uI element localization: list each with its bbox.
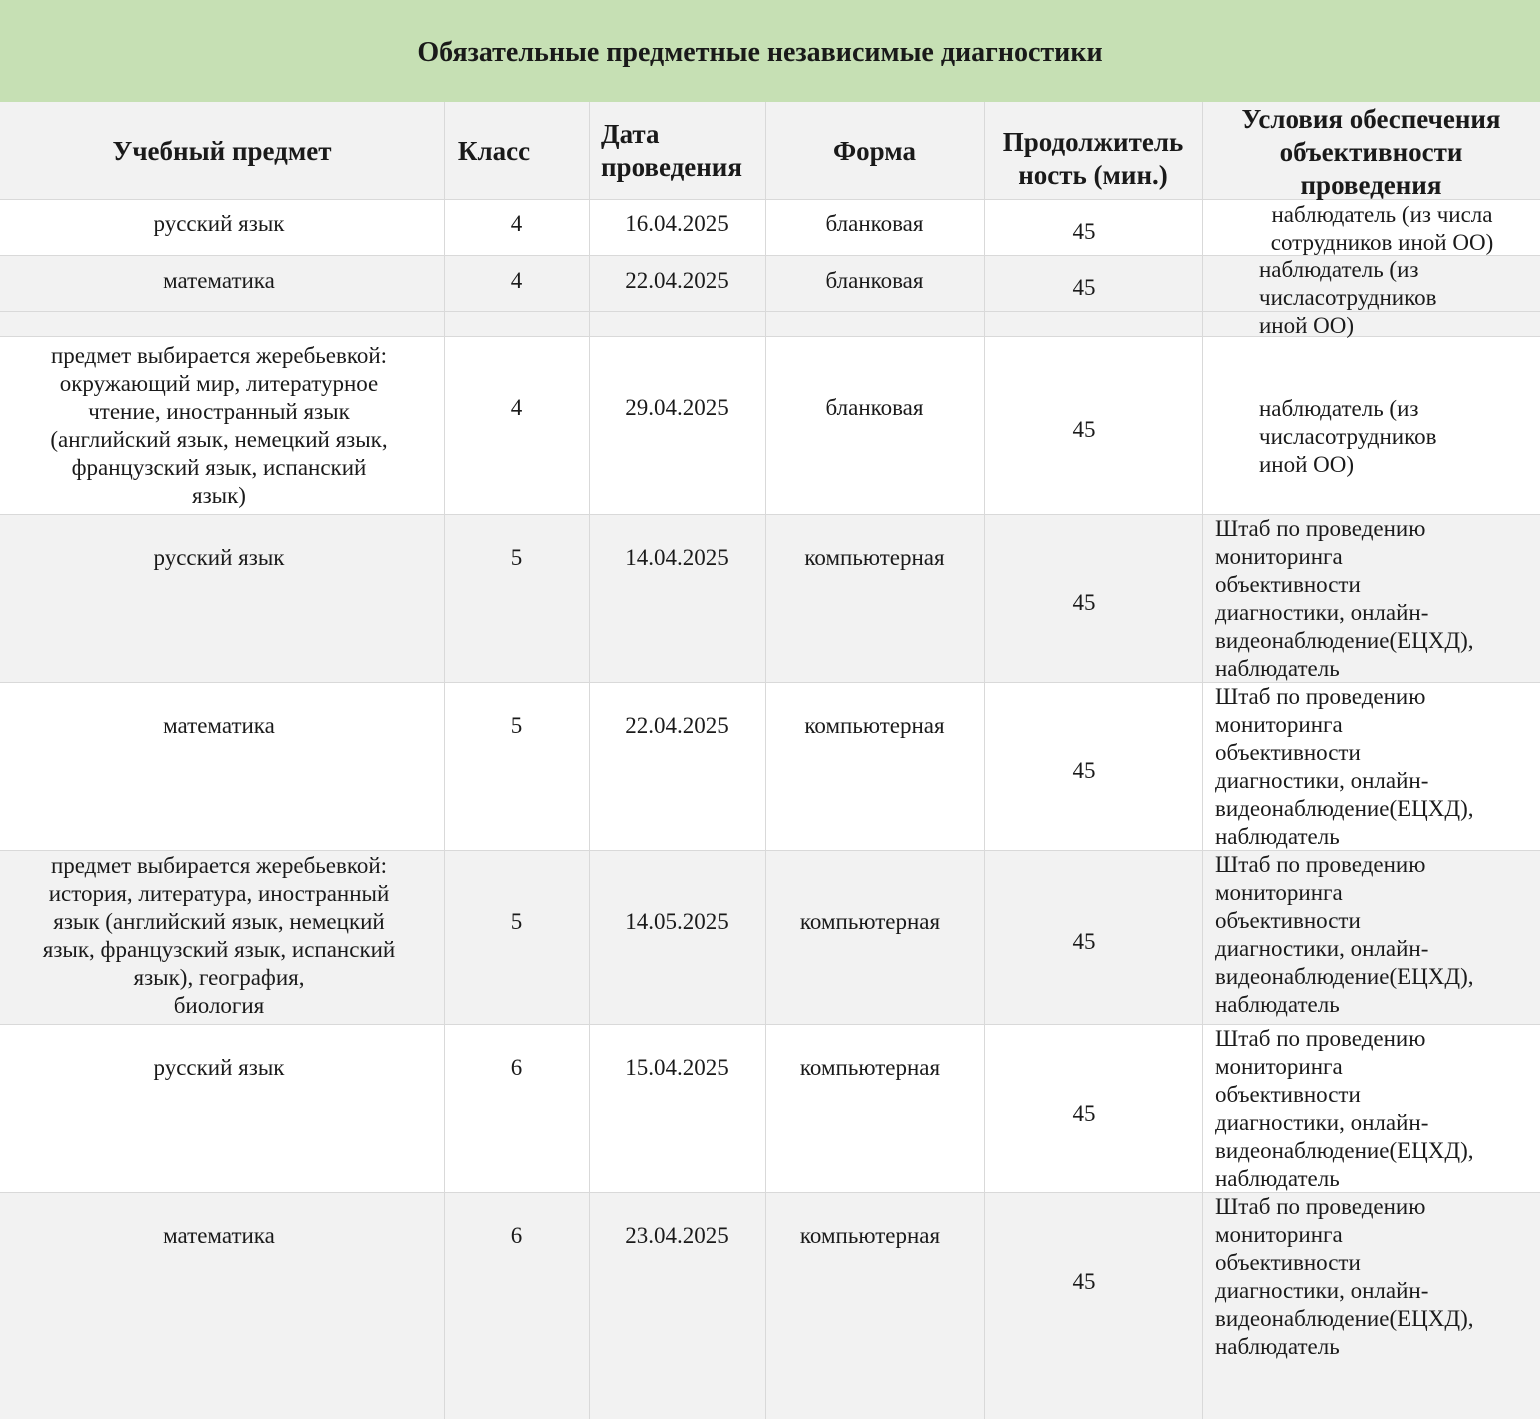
conditions-cell: Штаб по проведению мониторинга объективности диагностики, онлайн- видеонаблюдение(ЕЦХД), наблюдатель <box>1215 516 1474 681</box>
form-cell: бланковая <box>825 395 924 420</box>
date-cell: 23.04.2025 <box>625 1223 729 1248</box>
conditions-cell: наблюдатель (из числа сотрудников иной ОО) <box>1270 202 1494 255</box>
header-duration: Продолжитель ность (мин.) <box>1002 127 1184 190</box>
subject-cell: математика <box>163 713 275 738</box>
form-cell: компьютерная <box>804 713 945 738</box>
duration-cell: 45 <box>1072 275 1096 300</box>
subject-cell: предмет выбирается жеребьевкой: окружающий мир, литературное чтение, иностранный язык (английский язык, немецкий язык, французский язык, испанский язык) <box>50 343 388 508</box>
date-cell: 14.04.2025 <box>625 545 729 570</box>
date-cell: 16.04.2025 <box>625 211 729 236</box>
column-divider <box>1202 102 1203 1419</box>
form-cell: компьютерная <box>799 1055 941 1080</box>
title-bar <box>0 0 1540 102</box>
duration-cell: 45 <box>1072 758 1096 783</box>
grade-cell: 5 <box>510 713 523 738</box>
grade-cell: 6 <box>510 1223 523 1248</box>
duration-cell: 45 <box>1072 219 1096 244</box>
form-cell: компьютерная <box>799 1223 941 1248</box>
conditions-cell: Штаб по проведению мониторинга объективности диагностики, онлайн- видеонаблюдение(ЕЦХД), наблюдатель <box>1215 684 1474 849</box>
form-cell: компьютерная <box>799 909 941 934</box>
conditions-cell: наблюдатель (из числасотрудников иной ОО) <box>1259 396 1437 477</box>
header-subject: Учебный предмет <box>112 136 332 166</box>
page-title: Обязательные предметные независимые диагностики <box>417 37 1103 68</box>
date-cell: 29.04.2025 <box>625 395 729 420</box>
diagnostics-table <box>0 102 1540 1419</box>
subject-cell: математика <box>163 268 275 293</box>
header-form: Форма <box>832 136 916 166</box>
subject-cell: русский язык <box>153 211 285 236</box>
conditions-cell: наблюдатель (из числасотрудников иной ОО) <box>1259 257 1437 338</box>
duration-cell: 45 <box>1072 929 1096 954</box>
grade-cell: 4 <box>510 211 523 236</box>
subject-cell: предмет выбирается жеребьевкой: история, литература, иностранный язык (английский язык, немецкий язык, французский язык, испанский язык), география, биология <box>42 853 396 1018</box>
grade-cell: 5 <box>510 909 523 934</box>
subject-cell: русский язык <box>153 545 285 570</box>
grade-cell: 4 <box>510 395 523 420</box>
date-cell: 22.04.2025 <box>625 713 729 738</box>
grade-cell: 4 <box>510 268 523 293</box>
subject-cell: русский язык <box>153 1055 285 1080</box>
conditions-cell: Штаб по проведению мониторинга объективности диагностики, онлайн- видеонаблюдение(ЕЦХД), наблюдатель <box>1215 1194 1474 1359</box>
conditions-cell: Штаб по проведению мониторинга объективности диагностики, онлайн- видеонаблюдение(ЕЦХД), наблюдатель <box>1215 1026 1474 1191</box>
subject-cell: математика <box>163 1223 275 1248</box>
duration-cell: 45 <box>1072 1101 1096 1126</box>
grade-cell: 5 <box>510 545 523 570</box>
form-cell: бланковая <box>825 268 924 293</box>
date-cell: 14.05.2025 <box>625 909 729 934</box>
date-cell: 15.04.2025 <box>625 1055 729 1080</box>
conditions-cell: Штаб по проведению мониторинга объективности диагностики, онлайн- видеонаблюдение(ЕЦХД), наблюдатель <box>1215 852 1474 1017</box>
duration-cell: 45 <box>1072 1269 1096 1294</box>
header-grade: Класс <box>457 136 531 166</box>
form-cell: компьютерная <box>804 545 945 570</box>
form-cell: бланковая <box>825 211 924 236</box>
duration-cell: 45 <box>1072 590 1096 615</box>
grade-cell: 6 <box>510 1055 523 1080</box>
date-cell: 22.04.2025 <box>625 268 729 293</box>
header-conditions: Условия обеспечения объективности проведения <box>1241 104 1501 200</box>
header-date: Дата проведения <box>601 119 742 182</box>
duration-cell: 45 <box>1072 417 1096 442</box>
